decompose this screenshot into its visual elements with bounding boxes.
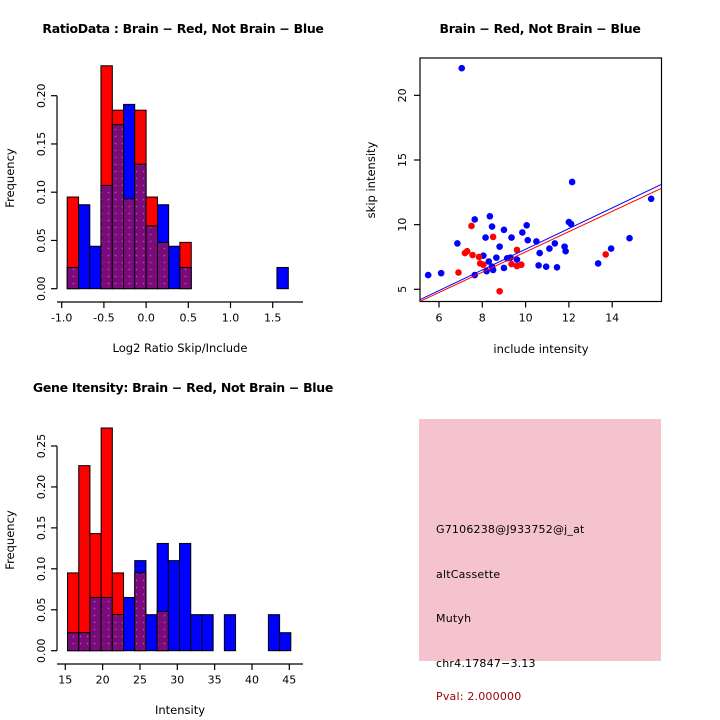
hist-bar-blue [202, 615, 213, 651]
x-axis-title: Log2 Ratio Skip/Include [112, 341, 248, 355]
ratio-histogram-chart [0, 0, 360, 360]
data-point-blue [438, 270, 445, 277]
x-tick-label: 10 [518, 311, 533, 325]
data-point-red [480, 261, 487, 268]
data-point-blue [519, 229, 526, 236]
data-point-blue [562, 248, 569, 255]
y-tick-label: 0.10 [35, 179, 48, 205]
y-tick-label: 0.10 [35, 556, 48, 582]
x-tick-label: 35 [207, 673, 222, 687]
data-point-blue [489, 223, 496, 230]
x-tick-label: 14 [605, 311, 620, 325]
data-point-blue [546, 245, 553, 252]
hist-bar-overlap [135, 164, 146, 288]
y-tick-label: 0.25 [35, 433, 48, 459]
x-tick-label: 8 [478, 311, 486, 325]
data-point-blue [501, 227, 508, 234]
x-tick-label: 40 [244, 673, 259, 687]
hist-bar-overlap [79, 633, 90, 651]
data-point-red [518, 261, 525, 268]
hist-bar-overlap [157, 611, 168, 650]
data-point-blue [471, 216, 478, 223]
y-tick-label: 0.05 [35, 597, 48, 623]
panel-intensity-scatter [360, 0, 720, 360]
y-tick-label: 0.00 [35, 276, 48, 301]
y-tick-label: 10 [396, 217, 409, 232]
data-point-blue [487, 213, 494, 220]
data-point-blue [425, 272, 432, 279]
data-point-red [490, 234, 497, 241]
hist-bar-overlap [135, 573, 146, 651]
data-point-blue [595, 260, 602, 267]
x-tick-label: 45 [282, 673, 297, 687]
data-point-red [496, 288, 503, 295]
data-point-blue [496, 243, 503, 250]
y-axis-title: Frequency [3, 510, 17, 570]
y-axis-title: Frequency [3, 148, 17, 208]
probe-id-text: G7106238@J933752@j_at [436, 523, 585, 536]
hist-bar-blue [277, 267, 288, 288]
splice-type-text: altCassette [436, 568, 501, 581]
hist-bar-overlap [101, 185, 112, 288]
data-point-blue [554, 264, 561, 271]
gene-intensity-histogram-chart [0, 360, 360, 720]
hist-bar-blue [124, 597, 135, 650]
hist-bar-blue [191, 615, 202, 651]
data-point-red [464, 248, 471, 255]
data-point-red [455, 269, 462, 276]
panel-gene-intensity-histogram [0, 360, 360, 720]
data-point-blue [543, 263, 550, 270]
y-tick-label: 15 [396, 153, 409, 167]
y-axis-title: skip intensity [364, 141, 378, 219]
data-point-blue [552, 240, 559, 247]
x-tick-label: 30 [170, 673, 185, 687]
y-tick-label: 0.15 [35, 515, 48, 541]
x-tick-label: 0.5 [179, 311, 198, 325]
x-axis-title: Intensity [154, 703, 206, 717]
data-point-blue [626, 235, 633, 242]
data-point-red [602, 251, 609, 258]
hist-bar-red [79, 466, 90, 651]
hist-bar-blue [90, 246, 101, 288]
hist-bar-blue [224, 615, 235, 651]
data-point-blue [524, 237, 531, 244]
data-point-red [476, 254, 483, 261]
y-tick-label: 0.20 [35, 83, 48, 108]
hist-bar-overlap [101, 597, 112, 650]
y-tick-label: 0.00 [35, 638, 48, 663]
hist-bar-blue [180, 543, 191, 650]
pval-text: Pval: 2.000000 [436, 690, 522, 703]
hist-bar-overlap [112, 615, 123, 651]
y-tick-label: 0.20 [35, 474, 48, 500]
data-point-red [469, 252, 476, 259]
intensity-scatter-chart [360, 0, 720, 360]
y-tick-label: 20 [396, 88, 409, 103]
x-tick-label: 1.0 [221, 311, 240, 325]
chart-title: Gene Itensity: Brain − Red, Not Brain − Blue [32, 380, 334, 395]
x-tick-label: 6 [435, 311, 443, 325]
data-point-blue [482, 234, 489, 241]
data-point-blue [493, 254, 500, 261]
chart-title: RatioData : Brain − Red, Not Brain − Blue [42, 21, 324, 36]
y-tick-label: 5 [396, 285, 409, 293]
hist-bar-overlap [112, 125, 123, 289]
x-axis-title: include intensity [493, 342, 589, 356]
x-tick-label: 1.5 [263, 311, 282, 325]
data-point-blue [508, 234, 515, 241]
y-tick-label: 0.15 [35, 131, 48, 157]
hist-bar-blue [146, 615, 157, 651]
data-point-blue [648, 195, 655, 202]
hist-bar-overlap [124, 199, 135, 289]
data-point-blue [608, 245, 615, 252]
location-text: chr4.17847−3.13 [436, 657, 536, 670]
hist-bar-overlap [67, 267, 78, 288]
x-tick-label: 20 [95, 673, 110, 687]
hist-bar-overlap [90, 597, 101, 650]
gene-name-text: Mutyh [436, 612, 472, 625]
chart-title: Brain − Red, Not Brain − Blue [439, 21, 641, 36]
hist-bar-blue [79, 205, 90, 289]
hist-bar-blue [168, 561, 179, 651]
data-point-blue [458, 65, 465, 72]
hist-bar-overlap [180, 267, 191, 288]
hist-bar-overlap [157, 242, 168, 288]
x-tick-label: -1.0 [50, 311, 73, 325]
data-point-red [468, 223, 475, 230]
x-tick-label: 0.0 [137, 311, 155, 325]
data-point-blue [536, 250, 543, 257]
data-point-blue [535, 262, 542, 269]
panel-ratio-histogram [0, 0, 360, 360]
hist-bar-overlap [146, 226, 157, 289]
y-tick-label: 0.05 [35, 228, 48, 253]
hist-bar-blue [268, 615, 279, 651]
panel-info [360, 360, 720, 720]
data-point-blue [501, 265, 508, 272]
x-tick-label: 12 [561, 311, 576, 325]
hist-bar-overlap [68, 633, 79, 651]
x-tick-label: -0.5 [93, 311, 115, 325]
data-point-blue [454, 240, 461, 247]
info-box [419, 419, 661, 703]
data-point-blue [523, 222, 530, 229]
x-tick-label: 15 [58, 673, 73, 687]
data-point-blue [569, 179, 576, 186]
x-tick-label: 25 [132, 673, 147, 687]
hist-bar-blue [169, 246, 180, 288]
hist-bar-blue [280, 633, 291, 651]
